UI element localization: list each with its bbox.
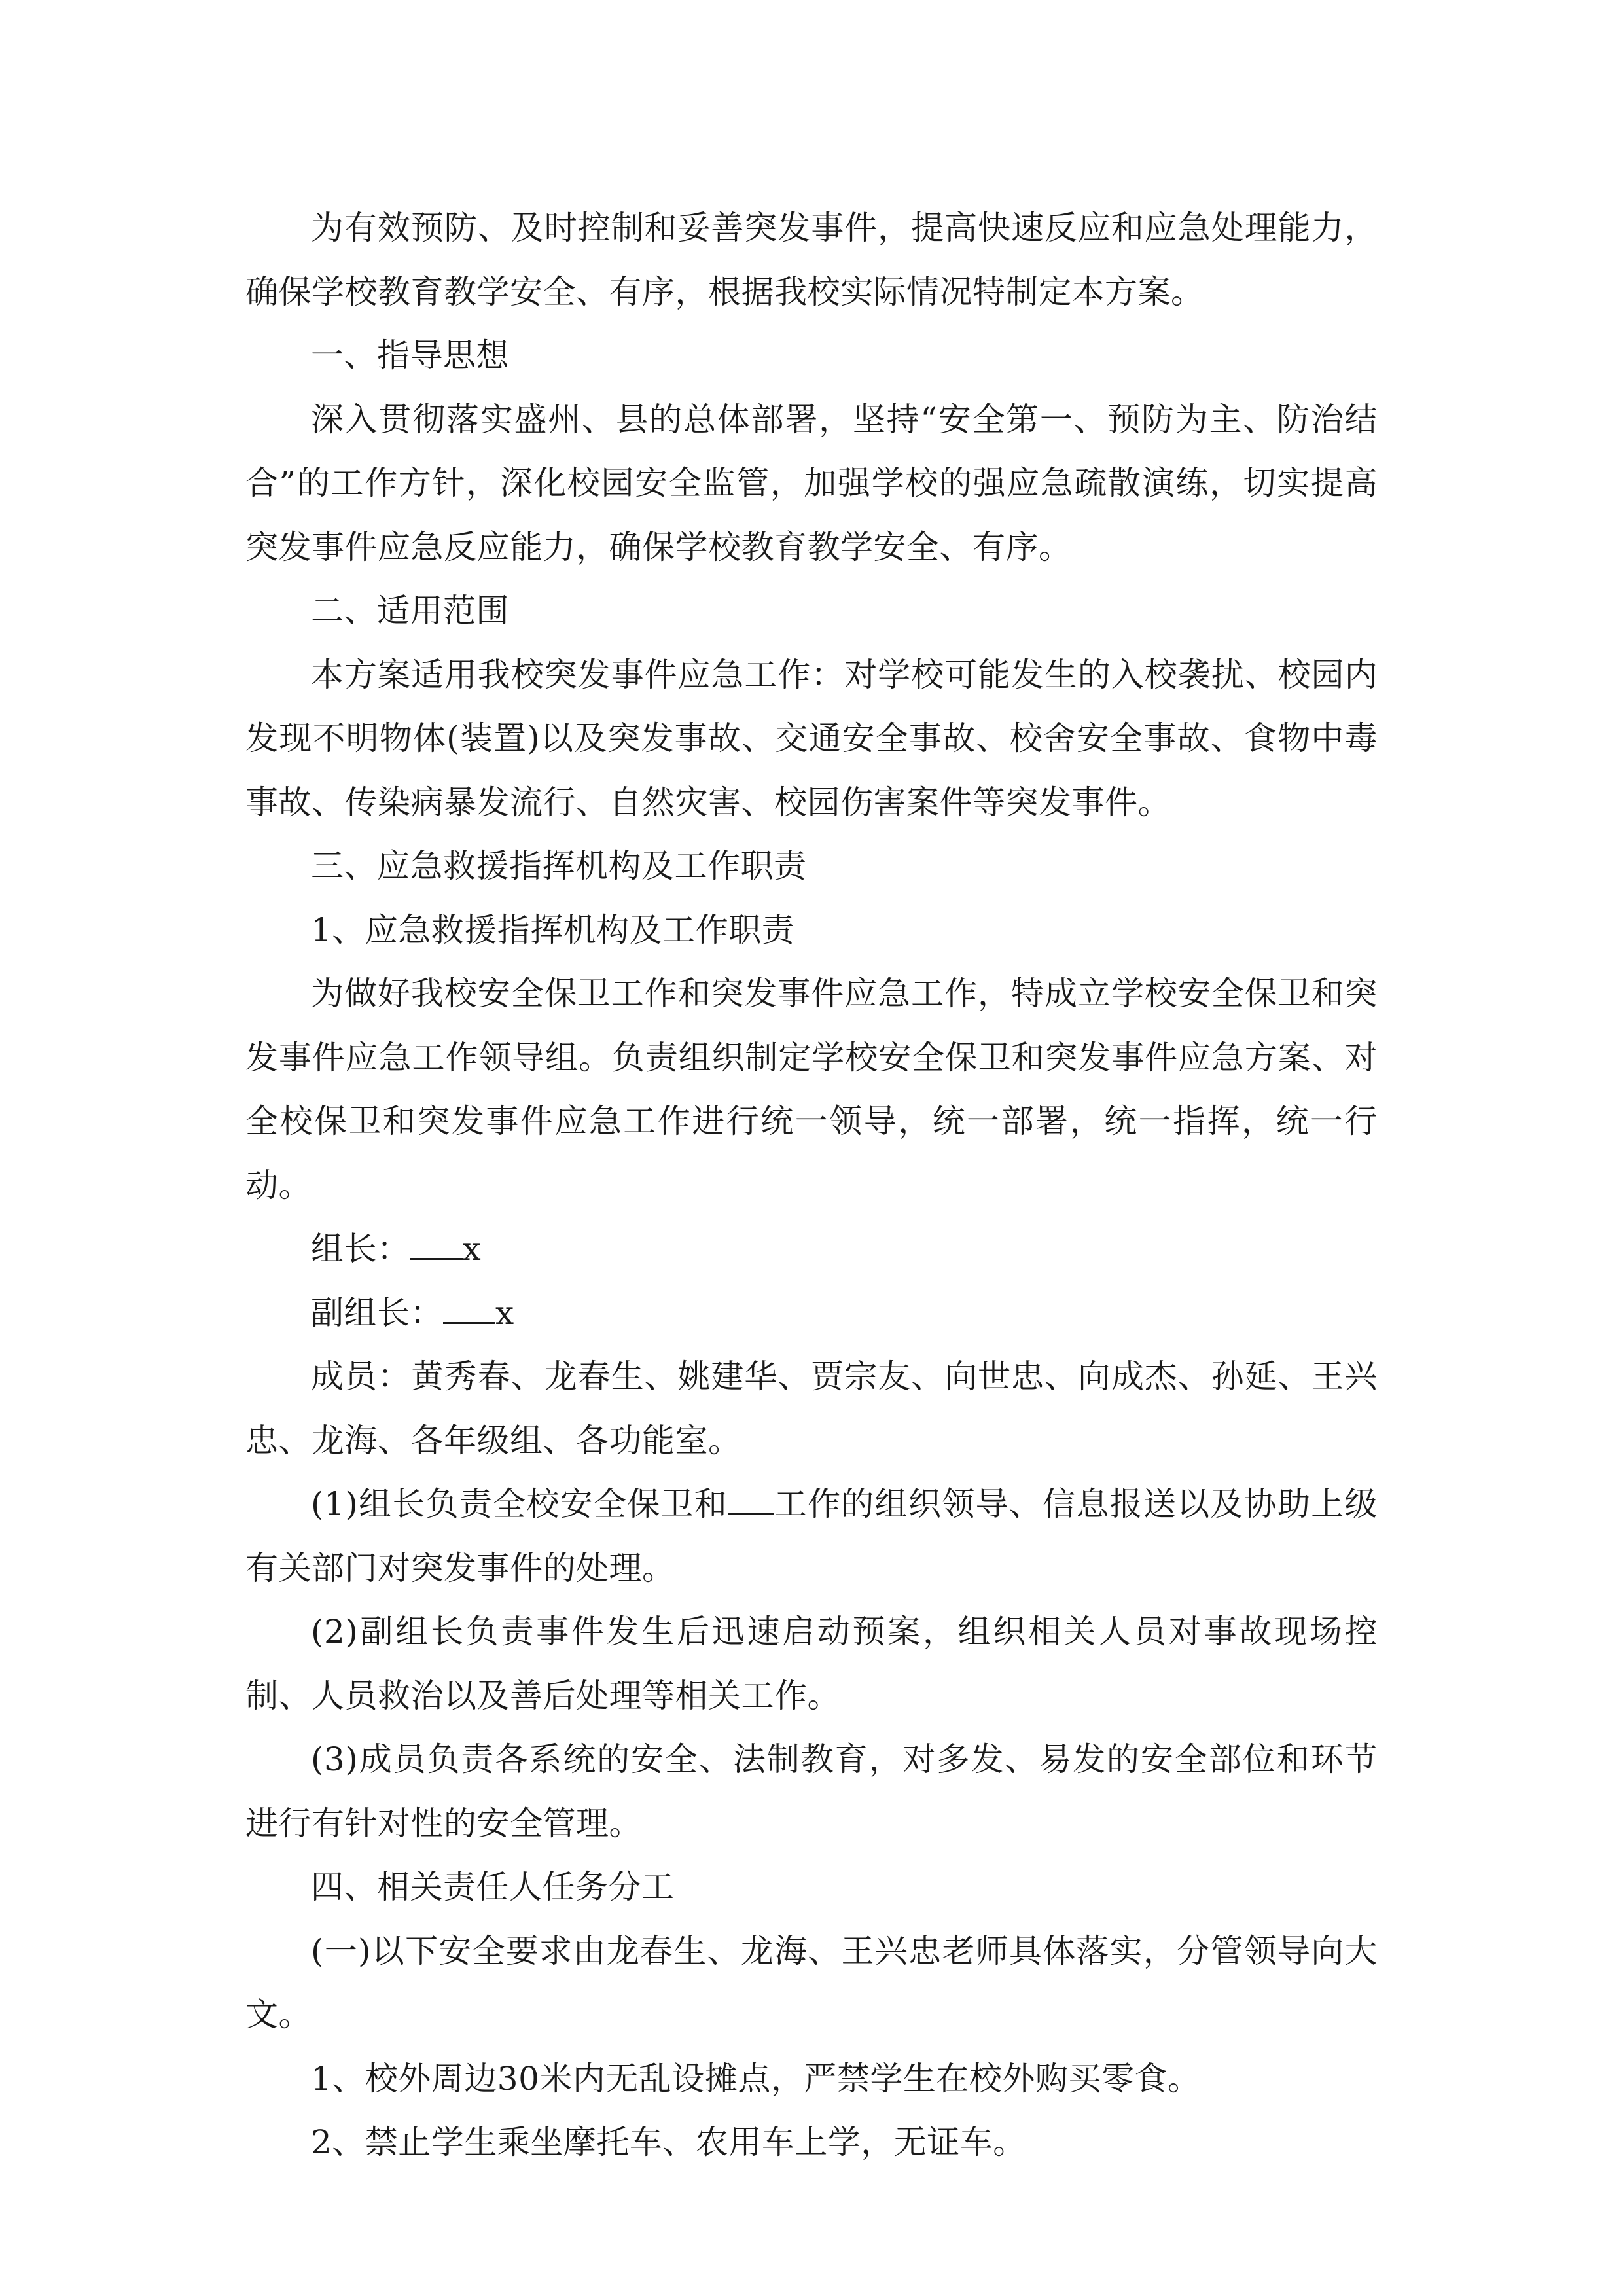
duty-1-blank — [728, 1487, 774, 1515]
duty-2-paragraph: (2)副组长负责事件发生后迅速启动预案，组织相关人员对事故现场控制、人员救治以及善后处理等相关工作。 — [245, 1613, 1378, 1715]
task-1-paragraph: 1、校外周边30米内无乱设摊点，严禁学生在校外购买零食。 — [311, 2059, 1201, 2098]
leader-blank — [410, 1232, 463, 1260]
section-heading-guiding-ideology: 一、指导思想 — [311, 336, 509, 374]
leader-line — [245, 1217, 1378, 1282]
duty-1-paragraph — [245, 1473, 1378, 1600]
scope-paragraph: 本方案适用我校突发事件应急工作：对学校可能发生的入校袭扰、校园内发现不明物体(装置)以及突发事故、交通安全事故、校舍安全事故、食物中毒事故、传染病暴发流行、自然灾害、校园伤害案件等突发事件。 — [245, 655, 1378, 821]
deputy-label: 副组长： — [311, 1293, 443, 1332]
duty-1-suffix: 工作的组织领导、信息报送以及协助上级有关部门对突发事件的处理。 — [245, 1485, 1378, 1587]
section-heading-scope: 二、适用范围 — [311, 592, 509, 630]
subsection-heading-command: 1、应急救援指挥机构及工作职责 — [311, 910, 795, 949]
task-2-paragraph: 2、禁止学生乘坐摩托车、农用车上学，无证车。 — [311, 2123, 1026, 2161]
duty-1-prefix: (1)组长负责全校安全保卫和 — [311, 1485, 728, 1523]
leader-suffix: x — [462, 1230, 482, 1268]
deputy-suffix: x — [495, 1293, 514, 1332]
task-group-a-paragraph: (一)以下安全要求由龙春生、龙海、王兴忠老师具体落实，分管领导向大文。 — [245, 1931, 1378, 2034]
section-heading-tasks: 四、相关责任人任务分工 — [311, 1868, 675, 1906]
guiding-ideology-paragraph: 深入贯彻落实盛州、县的总体部署，坚持“安全第一、预防为主、防治结合”的工作方针，深化校园安全监管，加强学校的强应急疏散演练，切实提高突发事件应急反应能力，确保学校教育教学安全、有序。 — [245, 400, 1378, 566]
deputy-line — [245, 1282, 1378, 1346]
section-heading-command: 三、应急救援指挥机构及工作职责 — [311, 847, 807, 885]
duty-3-paragraph: (3)成员负责各系统的安全、法制教育，对多发、易发的安全部位和环节进行有针对性的安全管理。 — [245, 1740, 1378, 1842]
deputy-blank — [443, 1296, 495, 1324]
organization-paragraph: 为做好我校安全保卫工作和突发事件应急工作，特成立学校安全保卫和突发事件应急工作领导组。负责组织制定学校安全保卫和突发事件应急方案、对全校保卫和突发事件应急工作进行统一领导，统一部署，统一指挥，统一行动。 — [245, 975, 1378, 1204]
leader-label: 组长： — [311, 1230, 410, 1268]
document-body — [245, 196, 1378, 2175]
intro-paragraph: 为有效预防、及时控制和妥善突发事件，提高快速反应和应急处理能力，确保学校教育教学安全、有序，根据我校实际情况特制定本方案。 — [245, 209, 1378, 311]
members-paragraph: 成员：黄秀春、龙春生、姚建华、贾宗友、向世忠、向成杰、孙延、王兴忠、龙海、各年级组、各功能室。 — [245, 1357, 1378, 1460]
